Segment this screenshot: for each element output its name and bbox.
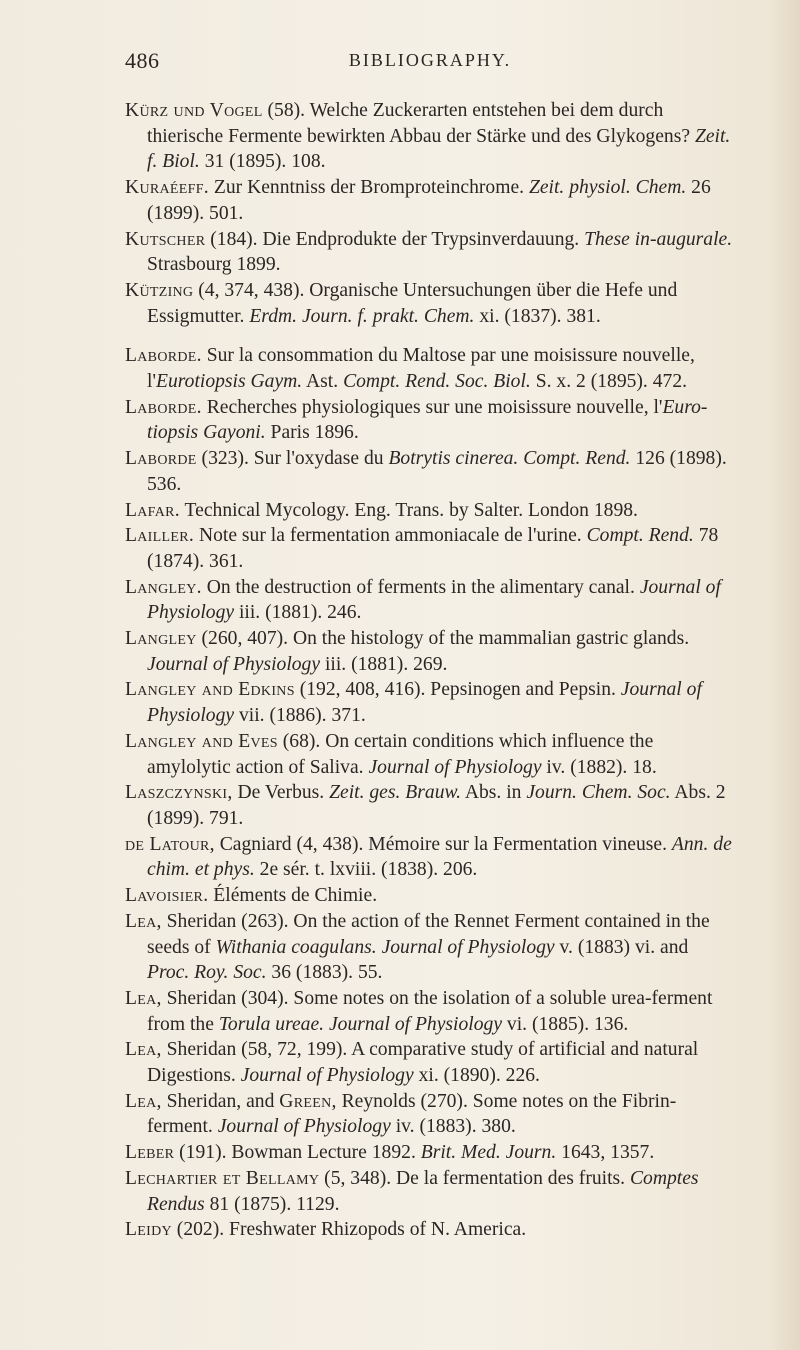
entry-text: 2e sér. t. lxviii. (1838). 206. <box>254 859 478 881</box>
bibliography-entry <box>125 832 735 883</box>
entry-source: Compt. Rend. <box>586 525 694 547</box>
entry-source: Zeit. f. Biol. <box>147 125 731 173</box>
entry-text: (323). Sur l'oxydase du <box>196 448 389 470</box>
entry-source: Ann. de chim. et phys. <box>147 833 732 881</box>
bibliography-entry <box>125 343 735 394</box>
entry-text: Recherches physiologiques sur une moisissure nouvelle, l' <box>201 396 663 418</box>
entry-author: Laszczynski, <box>125 782 233 804</box>
entry-author: Laborde <box>125 448 197 470</box>
entry-text: Abs. 2 (1899). 791. <box>147 782 726 829</box>
entry-source: Erdm. Journ. f. prakt. Chem. <box>249 305 475 327</box>
bibliography-entry <box>125 98 735 175</box>
bibliography-entry <box>125 523 735 574</box>
entry-text: 1643, 1357. <box>556 1142 655 1164</box>
entry-author: Laborde. <box>125 396 202 418</box>
entry-text: iv. (1882). 18. <box>541 756 657 778</box>
entry-text: vi. (1885). 136. <box>502 1013 629 1035</box>
entry-author: Lafar. <box>125 499 180 521</box>
entry-author: Langley. <box>125 576 202 598</box>
bibliography-entry <box>125 677 735 728</box>
bibliography-entry <box>125 780 735 831</box>
section-gap <box>125 329 735 343</box>
entry-author: Kuraéeff. <box>125 177 209 199</box>
entry-author: Langley <box>125 628 197 650</box>
entry-source: Compt. Rend. Soc. Biol. <box>343 371 531 393</box>
entry-source: Journal of Physiology <box>147 679 702 727</box>
bibliography-entry <box>125 909 735 986</box>
entry-text: 81 (1875). 1129. <box>204 1193 340 1215</box>
entry-author: Lea, <box>125 987 162 1009</box>
entry-source: Brit. Med. Journ. <box>420 1142 557 1164</box>
page-header <box>125 48 735 82</box>
entry-source: Torula ureae. Journal of Physiology <box>218 1013 503 1035</box>
entry-text: Sur la consommation du Maltose par une moisissure nouvelle, l' <box>147 345 695 393</box>
entry-text: Paris 1896. <box>265 422 359 444</box>
entry-text: (4, 374, 438). Organische Untersuchungen über die Hefe und Essigmutter. <box>147 279 678 327</box>
entry-source: Eurotiopsis Gaym. <box>155 371 303 393</box>
entry-text: xi. (1890). 226. <box>413 1065 540 1087</box>
page-number: 486 <box>125 48 160 73</box>
entry-author: Lavoisier. <box>125 885 209 907</box>
entry-text: Ast. <box>302 371 344 393</box>
entry-text: Abs. in <box>461 782 527 804</box>
bibliography-entry <box>125 1037 735 1088</box>
entry-author: Kützing <box>125 279 194 301</box>
bibliography-entry <box>125 227 735 278</box>
entry-source: Journal of Physiology <box>368 756 542 778</box>
entry-text: S. x. 2 (1895). 472. <box>530 371 688 393</box>
bibliography-entry <box>125 626 735 677</box>
entry-source: These in-augurale. <box>584 228 733 250</box>
bibliography-entry <box>125 278 735 329</box>
entry-author: Leidy <box>125 1219 172 1241</box>
entry-author: Lechartier et Bellamy <box>125 1167 320 1189</box>
entry-author: Lea, <box>125 1039 162 1061</box>
entry-text: Éléments de Chimie. <box>208 885 378 907</box>
entry-source: Withania coagulans. Journal of Physiology <box>215 936 555 958</box>
entry-text: De Verbus. <box>232 782 330 804</box>
entry-source: Comptes Rendus <box>147 1167 699 1215</box>
running-title: BIBLIOGRAPHY. <box>348 50 512 70</box>
entry-source: Journal of Physiology <box>240 1065 414 1087</box>
entry-source: Journal of Physiology <box>147 653 321 675</box>
entry-text: Technical Mycology. Eng. Trans. by Salter. London 1898. <box>179 499 638 521</box>
bibliography-entry <box>125 729 735 780</box>
entry-text: xi. (1837). 381. <box>474 305 601 327</box>
entry-text: Cagniard (4, 438). Mémoire sur la Fermentation vineuse. <box>214 833 672 855</box>
bibliography-entry <box>125 175 735 226</box>
entry-author: Laborde. <box>125 345 202 367</box>
entry-text: 126 (1898). 536. <box>147 448 727 495</box>
entry-author: de Latour, <box>125 833 215 855</box>
entry-text: (5, 348). De la fermentation des fruits. <box>319 1167 630 1189</box>
entry-source: Zeit. ges. Brauw. <box>329 782 462 804</box>
entry-text: v. (1883) vi. and <box>554 936 689 958</box>
entry-text: Sheridan (58, 72, 199). A comparative study of artificial and natural Digestions. <box>147 1039 699 1087</box>
entry-source: Botrytis cinerea. Compt. Rend. <box>388 448 631 470</box>
entry-text: (58). Welche Zuckerarten entstehen bei dem durch thierische Fermente bewirkten Abbau der Stärke und des Glykogens? <box>147 100 695 147</box>
bibliography-entry <box>125 883 735 909</box>
entry-author: Lea, <box>125 1090 162 1112</box>
bibliography-entry <box>125 1166 735 1217</box>
bibliography-list <box>125 98 735 1243</box>
entry-text: (202). Freshwater Rhizopods of N. America. <box>171 1219 527 1241</box>
entry-text: (184). Die Endprodukte der Trypsinverdauung. <box>205 228 585 250</box>
entry-text: Sheridan (304). Some notes on the isolation of a soluble urea-ferment from the <box>147 987 713 1035</box>
entry-text: 78 (1874). 361. <box>147 525 719 572</box>
entry-text: 31 (1895). 108. <box>199 151 326 173</box>
entry-text: (192, 408, 416). Pepsinogen and Pepsin. <box>294 679 621 701</box>
entry-source: Journal of Physiology <box>147 576 721 624</box>
entry-author: Lea, <box>125 910 162 932</box>
entry-author: Langley and Edkins <box>125 679 295 701</box>
entry-author: Kutscher <box>125 228 206 250</box>
entry-author: Leber <box>125 1142 175 1164</box>
bibliography-entry <box>125 498 735 524</box>
entry-coauthor: Green, <box>279 1090 337 1112</box>
entry-text: On the destruction of ferments in the alimentary canal. <box>201 576 640 598</box>
entry-text: Strasbourg 1899. <box>147 254 281 276</box>
entry-text: Sheridan (263). On the action of the Rennet Ferment contained in the seeds of <box>147 910 710 958</box>
entry-text: 36 (1883). 55. <box>266 962 383 984</box>
entry-source: Journal of Physiology <box>217 1116 391 1138</box>
entry-author: Lailler. <box>125 525 195 547</box>
entry-text: Note sur la fermentation ammoniacale de l'urine. <box>194 525 587 547</box>
entry-source: Euro-tiopsis Gayoni. <box>147 396 708 444</box>
entry-source: Zeit. physiol. Chem. <box>528 177 687 199</box>
bibliography-entry <box>125 1089 735 1140</box>
bibliography-entry <box>125 575 735 626</box>
bibliography-entry <box>125 446 735 497</box>
entry-author: Kürz und Vogel <box>125 100 263 121</box>
bibliography-entry <box>125 986 735 1037</box>
entry-text: (191). Bowman Lecture 1892. <box>174 1142 421 1164</box>
entry-author: Langley and Eves <box>125 730 278 752</box>
bibliography-entry <box>125 1140 735 1166</box>
entry-text: vii. (1886). 371. <box>234 705 366 727</box>
bibliography-entry <box>125 1217 735 1243</box>
entry-text: (260, 407). On the histology of the mammalian gastric glands. <box>196 628 690 650</box>
entry-text: iv. (1883). 380. <box>390 1116 516 1138</box>
entry-text: Zur Kenntniss der Bromproteinchrome. <box>208 177 529 199</box>
entry-text: iii. (1881). 246. <box>234 602 362 624</box>
bibliography-entry <box>125 395 735 446</box>
entry-text: iii. (1881). 269. <box>320 653 448 675</box>
entry-text: Reynolds (270). Some notes on the Fibrin-ferment. <box>147 1090 677 1138</box>
entry-text: Sheridan, and <box>161 1090 280 1112</box>
entry-text: (68). On certain conditions which influence the amylolytic action of Saliva. <box>147 730 654 778</box>
entry-source: Journ. Chem. Soc. <box>526 782 671 804</box>
entry-text: 26 (1899). 501. <box>147 177 711 224</box>
entry-source: Proc. Roy. Soc. <box>147 962 267 984</box>
